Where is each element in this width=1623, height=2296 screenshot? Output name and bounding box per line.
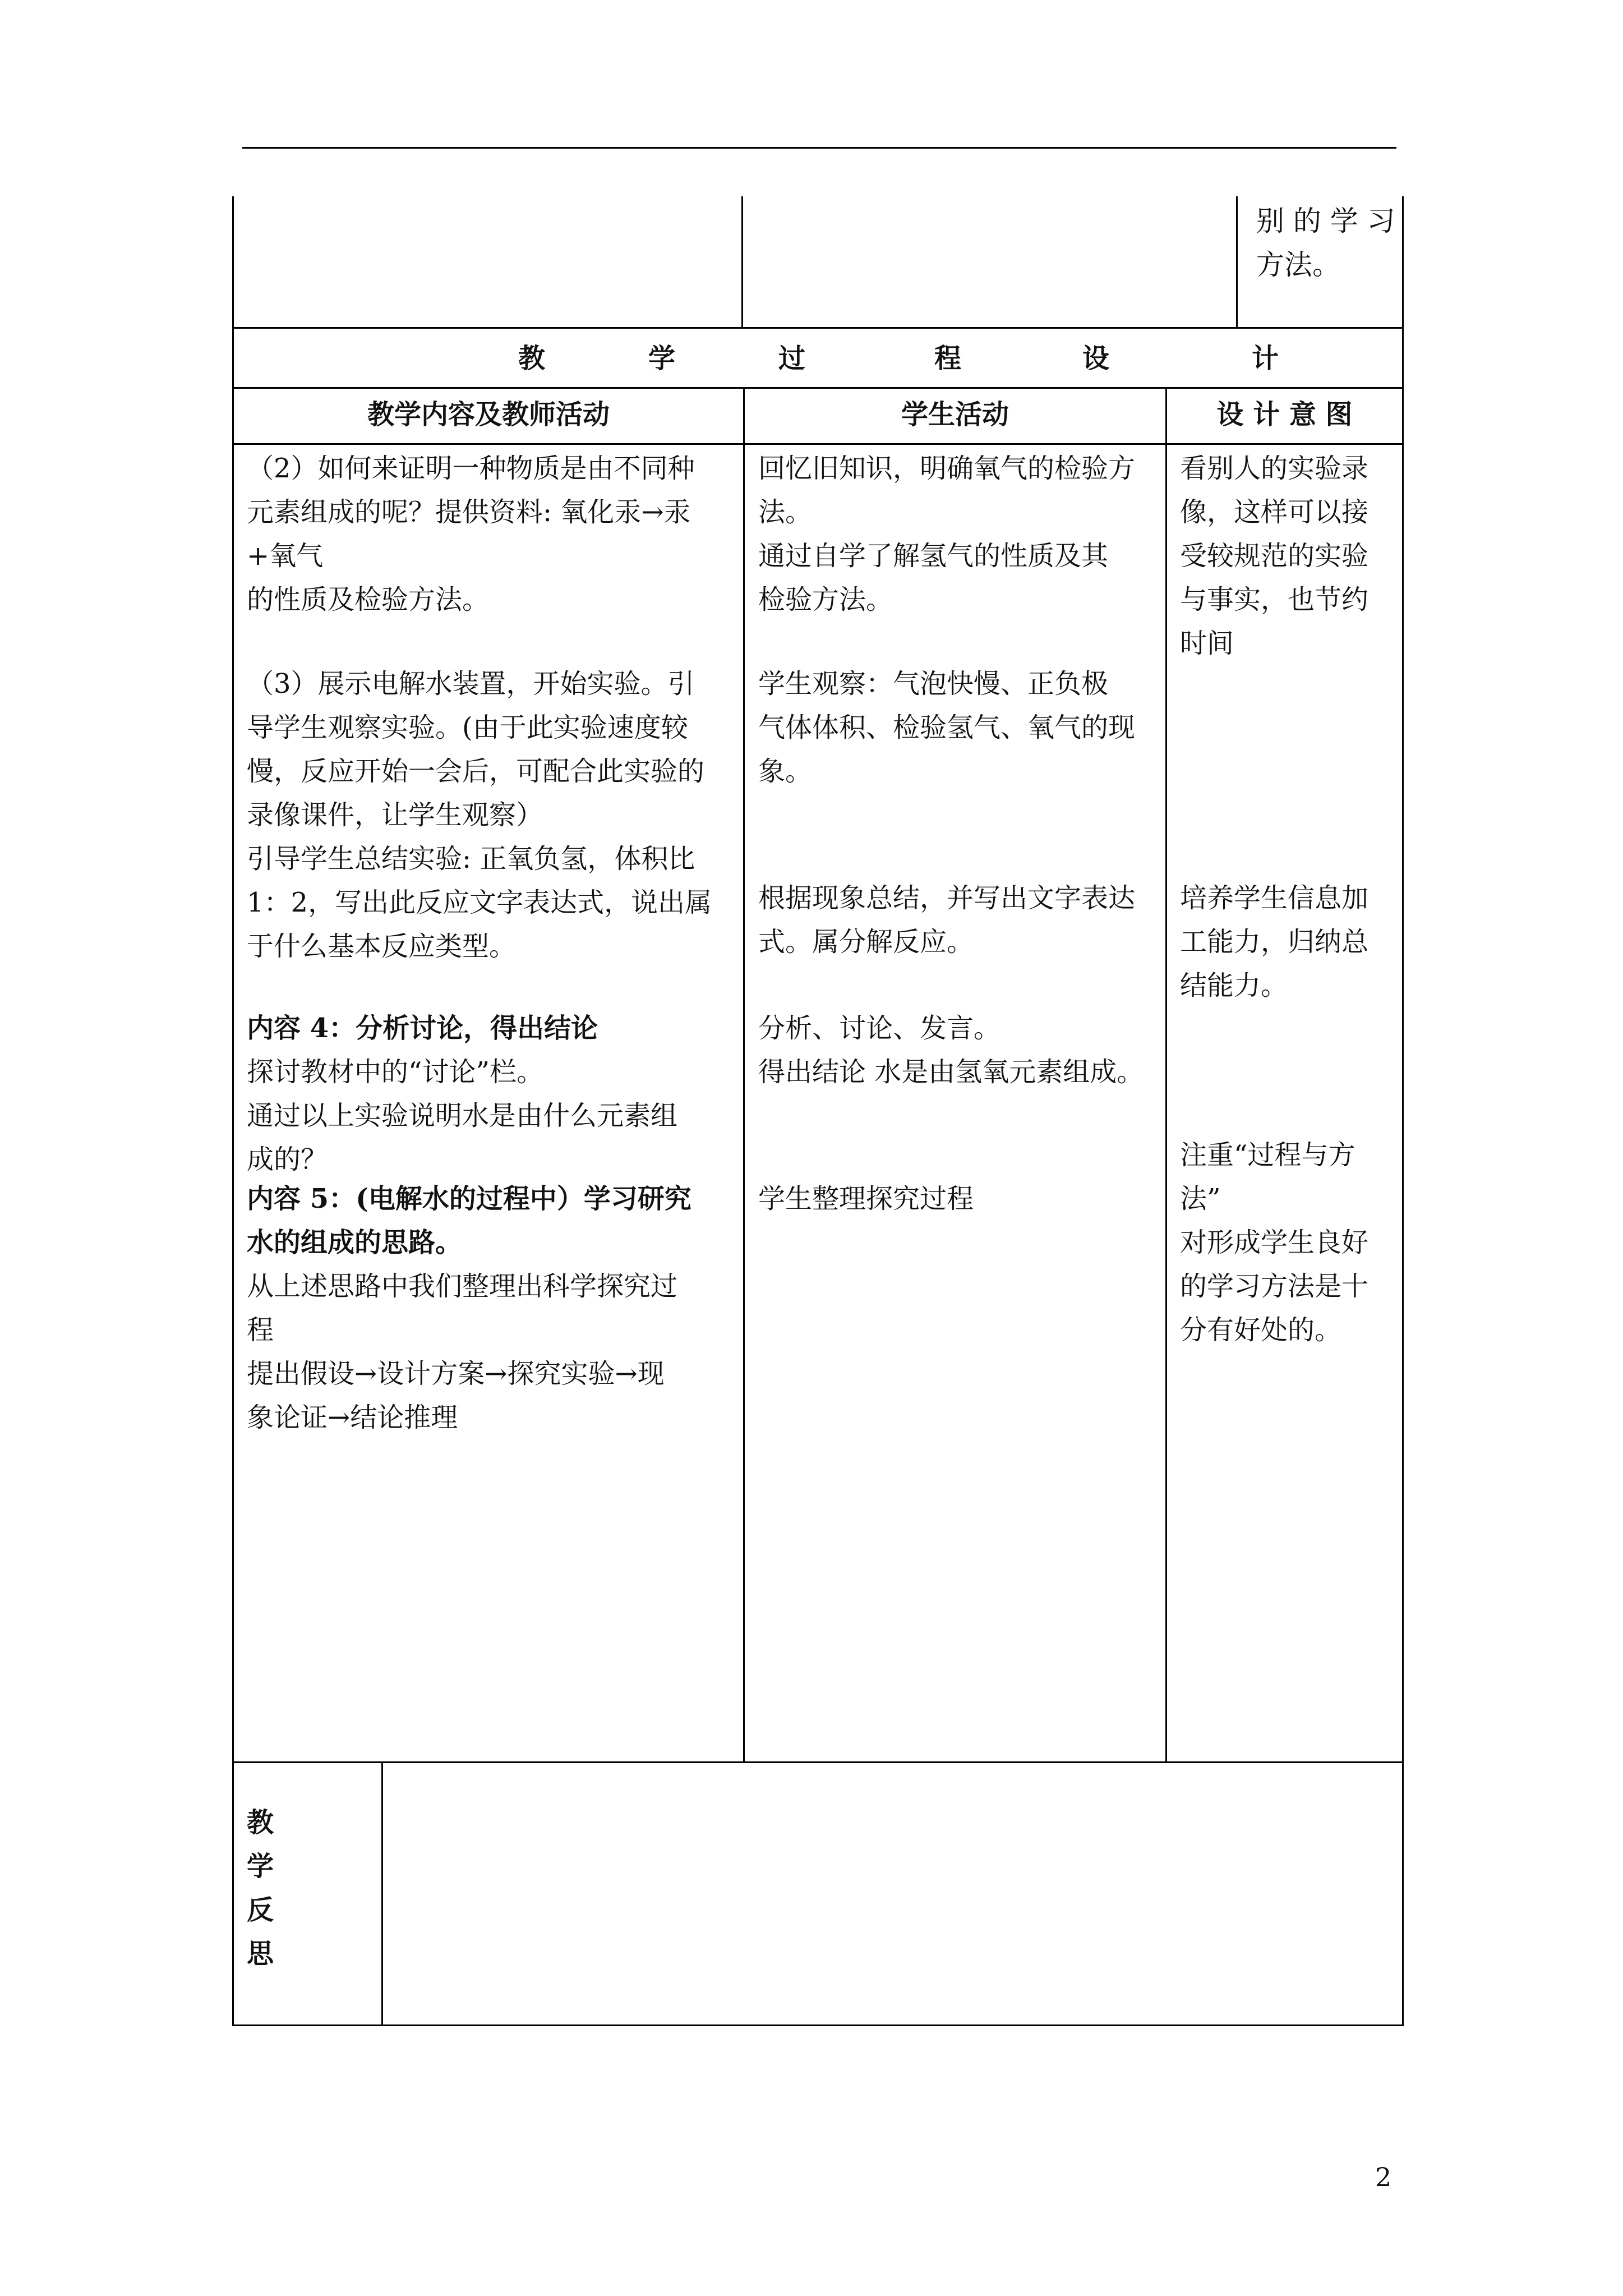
reflection-content-area bbox=[383, 1763, 1402, 2024]
header-teacher-activity: 教学内容及教师活动 bbox=[367, 399, 610, 430]
student-block-4: 分析、讨论、发言。 得出结论 水是由氢氧元素组成。 bbox=[758, 1013, 1144, 1088]
content-4-title: 内容 4：分析讨论，得出结论 bbox=[247, 1013, 598, 1044]
column-divider-2 bbox=[1165, 387, 1167, 1763]
header-design-intent: 设 计 意 图 bbox=[1216, 399, 1353, 430]
header-rule bbox=[242, 147, 1396, 149]
content-5-title: 内容 5：(电解水的过程中）学习研究 水的组成的思路。 bbox=[247, 1183, 691, 1258]
section-title-char-1: 教 bbox=[518, 343, 546, 374]
section-title-char-3: 过 bbox=[778, 343, 806, 374]
intent-block-1: 看别人的实验录 像，这样可以接 受较规范的实验 与事实，也节约 时间 bbox=[1180, 453, 1369, 659]
intent-block-2: 培养学生信息加 工能力，归纳总 结能力。 bbox=[1180, 882, 1369, 1001]
rule-header-bottom bbox=[232, 443, 1404, 445]
teacher-block-3: 探讨教材中的“讨论”栏。 通过以上实验说明水是由什么元素组 成的？ bbox=[247, 1056, 678, 1175]
section-title-char-4: 程 bbox=[934, 343, 962, 374]
rule-table-bottom bbox=[232, 2024, 1404, 2026]
table-border-right bbox=[1402, 196, 1404, 2026]
section-title-char-2: 学 bbox=[648, 343, 676, 374]
table-border-left bbox=[232, 196, 234, 2026]
top-row-intent-text: 别 的 学 习 方法。 bbox=[1256, 205, 1395, 281]
student-block-5: 学生整理探究过程 bbox=[758, 1183, 974, 1214]
student-block-1: 回忆旧知识，明确氧气的检验方 法。 通过自学了解氢气的性质及其 检验方法。 bbox=[758, 453, 1136, 615]
student-block-3: 根据现象总结，并写出文字表达 式。属分解反应。 bbox=[758, 882, 1136, 958]
reflection-label: 教 学 反 思 bbox=[247, 1807, 274, 1970]
header-student-activity: 学生活动 bbox=[901, 399, 1009, 430]
student-block-2: 学生观察：气泡快慢、正负极 气体体积、检验氢气、氧气的现 象。 bbox=[758, 668, 1136, 787]
rule-title-bottom bbox=[232, 387, 1404, 389]
top-row-divider-2 bbox=[1236, 196, 1238, 328]
teacher-block-2: （3）展示电解水装置，开始实验。引 导学生观察实验。(由于此实验速度较 慢，反应开始一会后，可配合此实验的 录像课件，让学生观察） 引导学生总结实验: 正氧负氢，体积比 1：2，写出此反应文字表达式，说出属 于什么基本反应类型。 bbox=[247, 668, 712, 962]
intent-block-3: 注重“过程与方 法” 对形成学生良好 的学习方法是十 分有好处的。 bbox=[1180, 1139, 1369, 1346]
section-title-char-6: 计 bbox=[1252, 343, 1279, 374]
column-divider-1 bbox=[743, 387, 745, 1763]
top-row-divider-1 bbox=[741, 196, 743, 328]
section-title-char-5: 设 bbox=[1082, 343, 1110, 374]
page-number: 2 bbox=[1375, 2162, 1392, 2192]
teacher-block-1: （2）如何来证明一种物质是由不同种 元素组成的呢？提供资料: 氧化汞→汞 +氧气 的性质及检验方法。 bbox=[247, 453, 695, 615]
teacher-block-4: 从上述思路中我们整理出科学探究过 程 提出假设→设计方案→探究实验→现 象论证→结论推理 bbox=[247, 1271, 678, 1433]
rule-top-row-bottom bbox=[232, 327, 1404, 329]
